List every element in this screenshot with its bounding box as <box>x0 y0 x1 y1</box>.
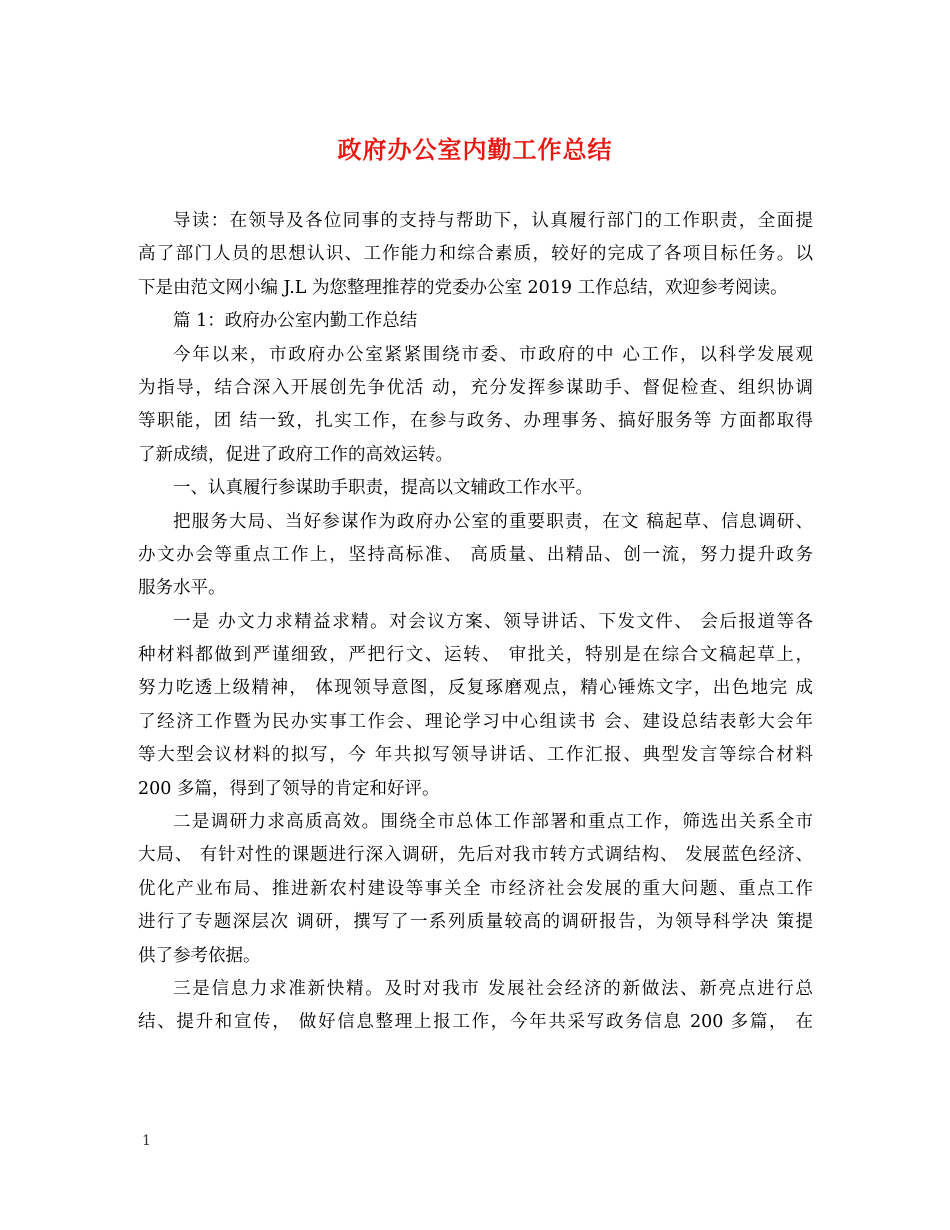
text-line: 一是 办文力求精益求精。对会议方案、领导讲话、下发文件、 会后报道等各 <box>173 611 813 632</box>
text-line: 三是信息力求准新快精。及时对我市 发展社会经济的新做法、新亮点进行总 <box>173 978 813 999</box>
text-line: 等大型会议材料的拟写，今 年共拟写领导讲话、工作汇报、典型发言等综合材料 <box>138 745 813 766</box>
text-line: 今年以来，市政府办公室紧紧围绕市委、市政府的中 心工作，以科学发展观 <box>173 344 813 365</box>
text-line: 大局、 有针对性的课题进行深入调研，先后对我市转方式调结构、 发展蓝色经济、 <box>138 845 813 866</box>
text-line: 等职能，团 结一致，扎实工作，在参与政务、办理事务、搞好服务等 方面都取得 <box>138 411 813 432</box>
text-line: 二是调研力求高质高效。围绕全市总体工作部署和重点工作，筛选出关系全市 <box>173 812 813 833</box>
text-line: 优化产业布局、推进新农村建设等事关全 市经济社会发展的重大问题、重点工作 <box>138 878 813 899</box>
text-line: 高了部门人员的思想认识、工作能力和综合素质，较好的完成了各项目标任务。以 <box>138 244 813 265</box>
text-line: 导读：在领导及各位同事的支持与帮助下，认真履行部门的工作职责，全面提 <box>173 211 813 231</box>
text-line: 供了参考依据。 <box>138 945 261 966</box>
text-line: 种材料都做到严谨细致，严把行文、运转、 审批关，特别是在综合文稿起草上， <box>138 645 813 666</box>
text-line: 把服务大局、当好参谋作为政府办公室的重要职责，在文 稿起草、信息调研、 <box>173 511 813 532</box>
text-line: 篇 1：政府办公室内勤工作总结 <box>173 311 418 332</box>
text-line: 服务水平。 <box>138 578 226 599</box>
document-title: 政府办公室内勤工作总结 <box>337 135 613 164</box>
text-line: 办文办会等重点工作上，坚持高标准、 高质量、出精品、创一流，努力提升政务 <box>138 544 813 565</box>
document-body <box>138 205 813 1040</box>
text-line: 为指导，结合深入开展创先争优活 动，充分发挥参谋助手、督促检查、组织协调 <box>138 377 813 398</box>
text-line: 努力吃透上级精神， 体现领导意图，反复琢磨观点，精心锤炼文字，出色地完 成 <box>138 678 813 699</box>
text-line: 下是由范文网小编 J.L 为您整理推荐的党委办公室 2019 工作总结，欢迎参考阅读。 <box>138 277 788 298</box>
text-line: 了经济工作暨为民办实事工作会、理论学习中心组读书 会、建设总结表彰大会年 <box>138 711 813 732</box>
text-line: 结、提升和宣传， 做好信息整理上报工作，今年共采写政务信息 200 多篇， 在 <box>138 1012 813 1033</box>
page-number: 1 <box>142 1133 151 1149</box>
text-line: 一、认真履行参谋助手职责，提高以文辅政工作水平。 <box>173 478 593 499</box>
text-line: 进行了专题深层次 调研，撰写了一系列质量较高的调研报告，为领导科学决 策提 <box>138 912 813 933</box>
text-line: 了新成绩，促进了政府工作的高效运转。 <box>138 444 453 465</box>
text-line: 200 多篇，得到了领导的肯定和好评。 <box>138 778 440 799</box>
